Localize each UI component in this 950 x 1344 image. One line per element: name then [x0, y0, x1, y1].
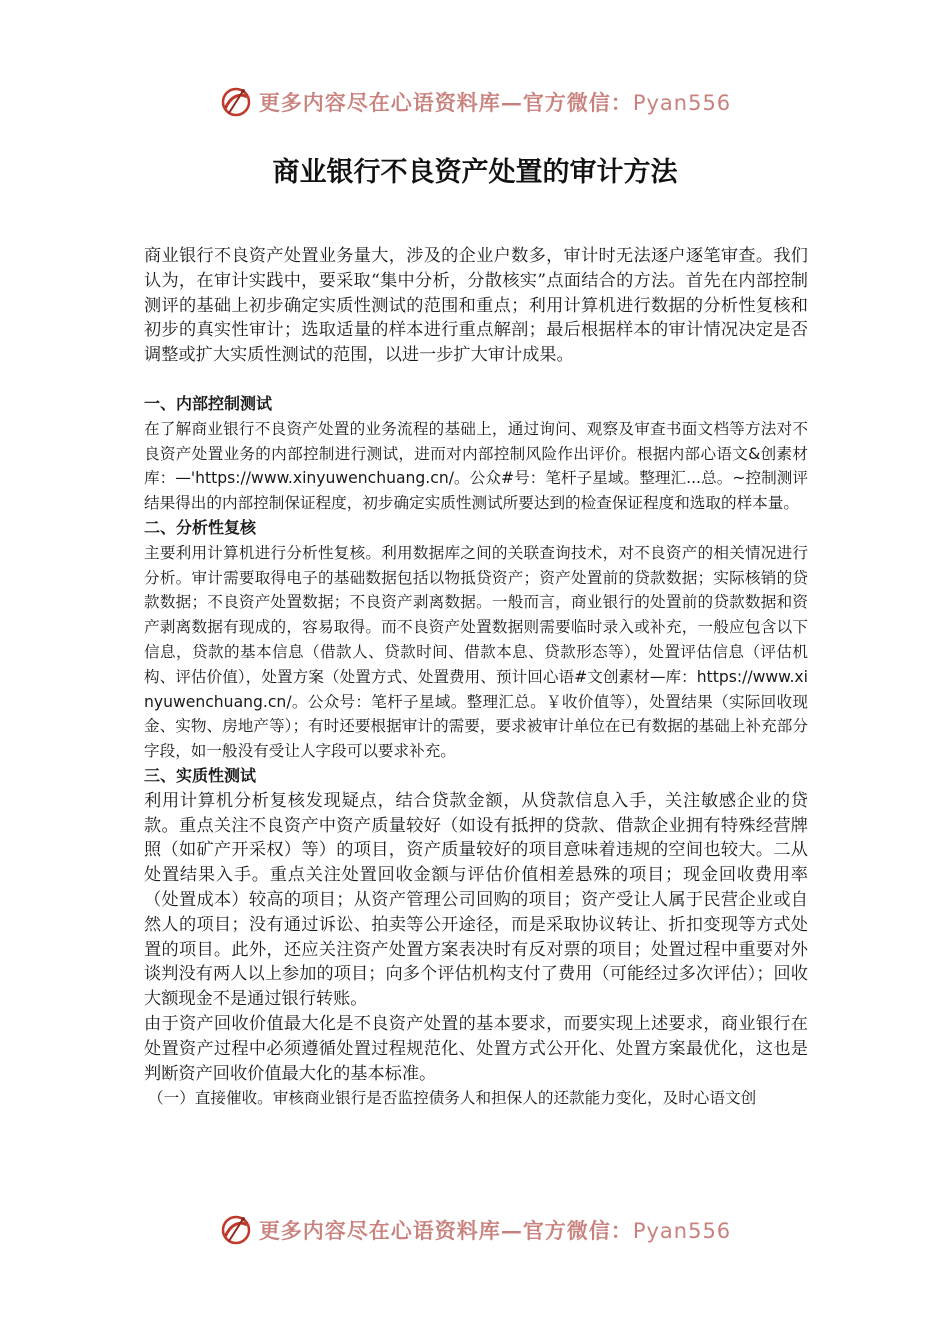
banner-wechat-label: 官方微信： [522, 1218, 633, 1243]
intro-paragraph: 商业银行不良资产处置业务量大，涉及的企业户数多，审计时无法逐户逐笔审查。我们认为，在审计实践中，要采取“集中分析，分散核实”点面结合的方法。首先在内部控制测评的基础上初步确定实质性测试的范围和重点；利用计算机进行数据的分析性复核和初步的真实性审计；选取适量的样本进行重点解剖；最后根据样本的审计情况决定是否调整或扩大实质性测试的范围，以进一步扩大审计成果。 [144, 246, 808, 366]
section2-heading: 二、分析性复核 [144, 517, 257, 537]
section3-paragraph: 利用计算机分析复核发现疑点，结合贷款金额，从贷款信息入手，关注敏感企业的贷款。重点关注不良资产中资产质量较好（如设有抵押的贷款、借款企业拥有特殊经营牌照（如矿产开采权）等）的项目，资产质量较好的项目意味着违规的空间也较大。二从处置结果入手。重点关注处置回收金额与评估价值相差悬殊的项目；现金回收费用率（处置成本）较高的项目；从资产管理公司回购的项目；资产受让人属于民营企业或自然人的项目；没有通过诉讼、拍卖等公开途径，而是采取协议转让、折扣变现等方式处置的项目。此外，还应关注资产处置方案表决时有反对票的项目；处置过程中重要对外谈判没有两人以上参加的项目；向多个评估机构支付了费用（可能经过多次评估）；回收大额现金不是通过银行转账。 [144, 790, 808, 1010]
banner-site-name: 更多内容尽在心语资料库 [258, 90, 501, 115]
banner-separator: — [500, 90, 523, 115]
banner-text [259, 87, 731, 117]
banner-site-name: 更多内容尽在心语资料库 [258, 1218, 501, 1243]
brush-swirl-logo-icon [219, 85, 253, 119]
item1-paragraph: （一）直接催收。审核商业银行是否监控债务人和担保人的还款能力变化，及时心语文创 [148, 1089, 757, 1108]
brush-swirl-logo-icon [219, 1213, 253, 1247]
banner-separator: — [500, 1218, 523, 1243]
section1-heading: 一、内部控制测试 [144, 394, 273, 413]
section2-paragraph: 主要利用计算机进行分析性复核。利用数据库之间的关联查询技术，对不良资产的相关情况进行分析。审计需要取得电子的基础数据包括以物抵贷资产；资产处置前的贷款数据；实际核销的贷款数据；不良资产处置数据；不良资产剥离数据。一般而言，商业银行的处置前的贷款数据和资产剥离数据有现成的，容易取得。而不良资产处置数据则需要临时录入或补充，一般应包含以下信息，贷款的基本信息（借款人、贷款时间、借款本息、贷款形态等），处置评估信息（评估机构、评估价值），处置方案（处置方式、处置费用、预计回心语#文创素材—库：https://www.xinyuwenchuang.cn/。公众号：笔杆子星域。整理汇总。￥收价值等），处置结果（实际回收现金、实物、房地产等）；有时还要根据审计的需要，要求被审计单位在已有数据的基础上补充部分字段，如一般没有受让人字段可以要求补充。 [144, 543, 808, 761]
document-title: 商业银行不良资产处置的审计方法 [272, 157, 678, 188]
header-banner [0, 80, 950, 124]
section1-paragraph: 在了解商业银行不良资产处置的业务流程的基础上，通过询问、观察及审查书面文档等方法对不良资产处置业务的内部控制进行测试，进而对内部控制风险作出评价。根据内部心语文&创素材库：—'https://www.xinyuwenchuang.cn/。公众#号：笔杆子星域。整理汇...总。~控制测评结果得出的内部控制保证程度，初步确定实质性测试所要达到的检查保证程度和选取的样本量。 [144, 419, 808, 513]
footer-banner [0, 1208, 950, 1252]
final-paragraph: 由于资产回收价值最大化是不良资产处置的基本要求，而要实现上述要求，商业银行在处置资产过程中必须遵循处置过程规范化、处置方式公开化、处置方案最优化，这也是判断资产回收价值最大化的基本标准。 [144, 1013, 808, 1084]
banner-wechat-label: 官方微信： [522, 90, 633, 115]
document-body [144, 244, 808, 1111]
section3-heading: 三、实质性测试 [144, 765, 257, 785]
banner-handle: Pyan556 [632, 91, 732, 115]
banner-text [259, 1215, 731, 1245]
banner-handle: Pyan556 [632, 1219, 732, 1243]
